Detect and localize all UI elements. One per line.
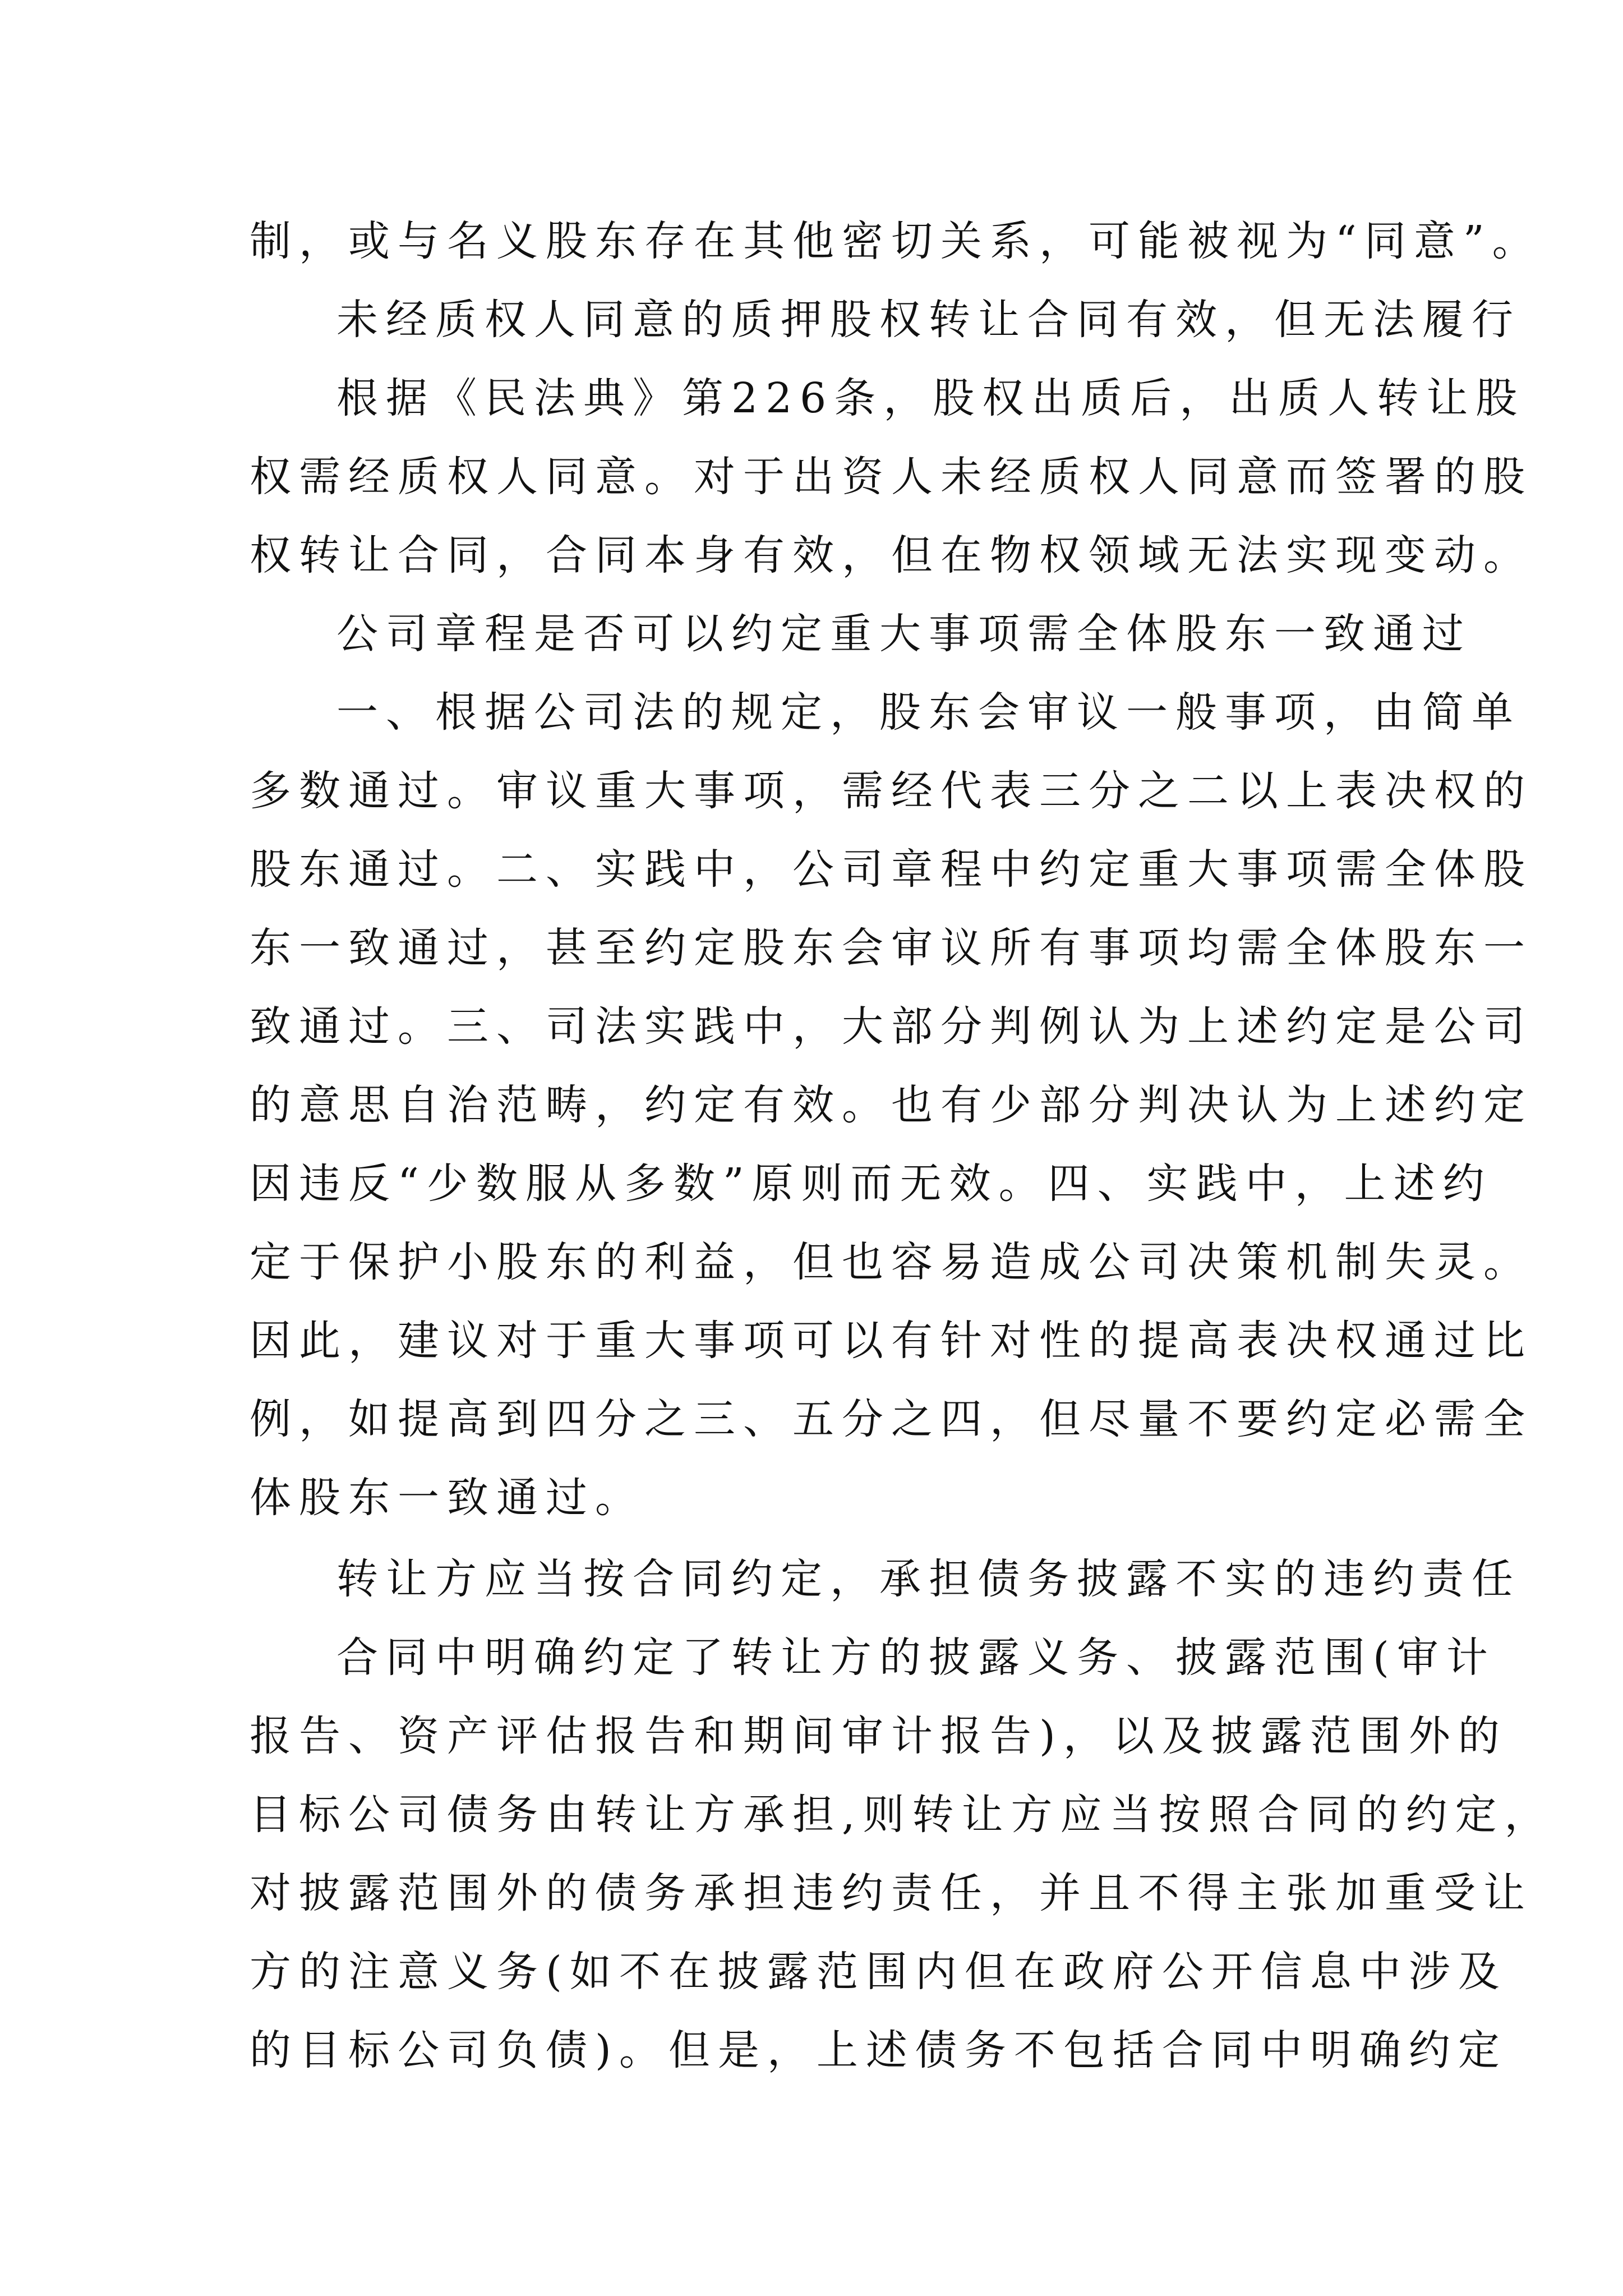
paragraph-line: 权需经质权人同意。对于出资人未经质权人同意而签署的股: [250, 453, 1533, 501]
paragraph-line: 一、根据公司法的规定，股东会审议一般事项，由简单: [336, 688, 1521, 737]
paragraph-line: 根据《民法典》第226条，股权出质后，出质人转让股: [336, 374, 1525, 422]
paragraph-line: 多数通过。审议重大事项，需经代表三分之二以上表决权的: [250, 767, 1533, 815]
paragraph-line: 东一致通过，甚至约定股东会审议所有事项均需全体股东一: [250, 924, 1533, 972]
paragraph-line: 的目标公司负债)。但是，上述债务不包括合同中明确约定: [250, 2026, 1507, 2074]
paragraph-line: 合同中明确约定了转让方的披露义务、披露范围(审计: [336, 1634, 1496, 1682]
paragraph-line: 方的注意义务(如不在披露范围内但在政府公开信息中涉及: [250, 1948, 1507, 1996]
paragraph-line: 权转让合同，合同本身有效，但在物权领域无法实现变动。: [250, 531, 1533, 579]
section-heading: 转让方应当按合同约定，承担债务披露不实的违约责任: [336, 1555, 1521, 1603]
paragraph-line: 股东通过。二、实践中，公司章程中约定重大事项需全体股: [250, 845, 1533, 894]
paragraph-line: 报告、资产评估报告和期间审计报告)，以及披露范围外的: [250, 1712, 1507, 1760]
section-heading: 公司章程是否可以约定重大事项需全体股东一致通过: [336, 610, 1472, 658]
paragraph-line: 例，如提高到四分之三、五分之四，但尽量不要约定必需全: [250, 1395, 1533, 1443]
paragraph-line: 因此，建议对于重大事项可以有针对性的提高表决权通过比: [250, 1317, 1533, 1365]
paragraph-line: 定于保护小股东的利益，但也容易造成公司决策机制失灵。: [250, 1238, 1533, 1286]
paragraph-line: 制，或与名义股东存在其他密切关系，可能被视为“同意”。: [250, 217, 1542, 265]
paragraph-line: 的意思自治范畴，约定有效。也有少部分判决认为上述约定: [250, 1081, 1533, 1129]
paragraph-line: 致通过。三、司法实践中，大部分判例认为上述约定是公司: [250, 1002, 1533, 1051]
paragraph-line: 对披露范围外的债务承担违约责任，并且不得主张加重受让: [250, 1869, 1533, 1917]
paragraph-line: 体股东一致通过。: [250, 1474, 644, 1522]
section-heading: 未经质权人同意的质押股权转让合同有效，但无法履行: [336, 296, 1521, 344]
paragraph-line: 因违反“少数服从多数”原则而无效。四、实践中，上述约: [250, 1159, 1492, 1208]
paragraph-line: 目标公司债务由转让方承担,则转让方应当按照合同的约定，: [250, 1791, 1554, 1839]
